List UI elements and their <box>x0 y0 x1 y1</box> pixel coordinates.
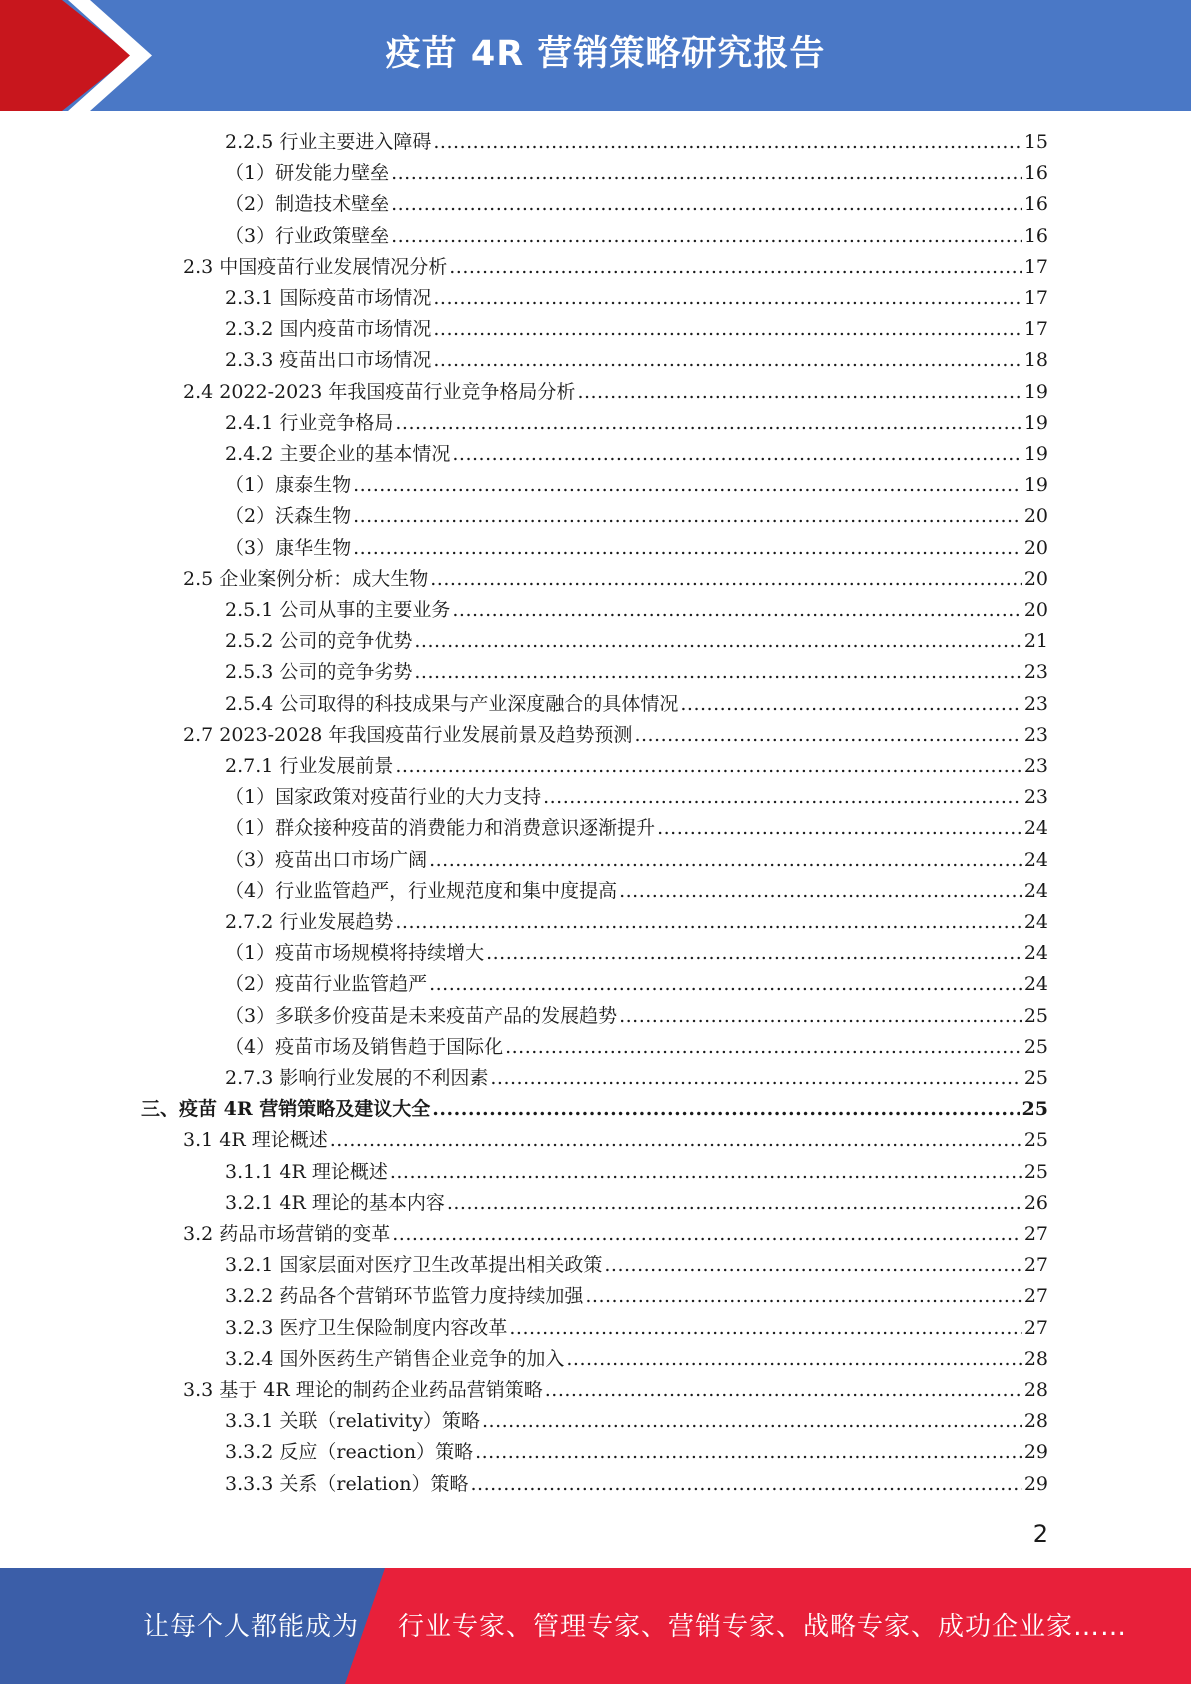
toc-dot-leader <box>619 876 1022 907</box>
toc-entry[interactable] <box>141 1094 1048 1125</box>
toc-entry-page: 23 <box>1023 692 1048 715</box>
toc-entry-page: 24 <box>1023 973 1048 996</box>
toc-entry-label: 3.2.1 4R 理论的基本内容 <box>225 1191 445 1214</box>
toc-dot-leader <box>543 782 1022 813</box>
toc-entry-label: 3.2.1 国家层面对医疗卫生改革提出相关政策 <box>225 1254 603 1277</box>
footer-slogan: 让每个人都能成为 <box>143 1612 360 1642</box>
toc-entry-label: 2.7.1 行业发展前景 <box>225 755 394 777</box>
toc-entry-label: （1）国家政策对疫苗行业的大力支持 <box>225 786 542 809</box>
toc-dot-leader <box>433 345 1021 376</box>
toc-entry[interactable] <box>183 377 1048 408</box>
toc-entry-page: 27 <box>1023 1316 1048 1339</box>
toc-entry[interactable] <box>225 1406 1048 1437</box>
toc-dot-leader <box>486 938 1022 969</box>
toc-entry-page: 23 <box>1023 755 1048 777</box>
toc-entry[interactable] <box>225 221 1048 252</box>
toc-entry[interactable] <box>225 751 1048 782</box>
toc-dot-leader <box>447 1188 1022 1219</box>
toc-entry-label: （3）疫苗出口市场广阔 <box>225 848 428 871</box>
toc-entry-page: 24 <box>1023 879 1048 902</box>
toc-entry-label: 3.1 4R 理论概述 <box>183 1129 328 1152</box>
toc-entry-label: （3）行业政策壁垒 <box>225 224 390 247</box>
toc-entry[interactable] <box>225 938 1048 969</box>
toc-dot-leader <box>390 1157 1022 1188</box>
toc-entry-page: 19 <box>1023 474 1048 497</box>
toc-entry[interactable] <box>183 1219 1048 1250</box>
toc-entry[interactable] <box>183 720 1048 751</box>
toc-entry-page: 19 <box>1023 411 1048 434</box>
toc-entry-page: 25 <box>1023 1129 1048 1152</box>
toc-entry-page: 28 <box>1023 1347 1048 1370</box>
toc-dot-leader <box>391 221 1022 252</box>
toc-dot-leader <box>545 1375 1022 1406</box>
toc-dot-leader <box>505 1032 1022 1063</box>
toc-entry-label: 2.4 2022-2023 年我国疫苗行业竞争格局分析 <box>183 380 576 403</box>
toc-entry[interactable] <box>225 158 1048 189</box>
toc-dot-leader <box>657 813 1022 844</box>
toc-entry-label: 3.3 基于 4R 理论的制药企业药品营销策略 <box>183 1379 543 1401</box>
toc-dot-leader <box>353 470 1022 501</box>
toc-dot-leader <box>330 1125 1022 1156</box>
toc-entry-label: （1）群众接种疫苗的消费能力和消费意识逐渐提升 <box>225 817 656 840</box>
toc-entry[interactable] <box>225 1437 1048 1468</box>
toc-entry-label: 2.5.1 公司从事的主要业务 <box>225 599 451 621</box>
toc-entry[interactable] <box>225 1063 1048 1094</box>
toc-entry[interactable] <box>225 1250 1048 1281</box>
toc-entry[interactable] <box>225 907 1048 938</box>
toc-entry[interactable] <box>225 813 1048 844</box>
toc-entry[interactable] <box>225 845 1048 876</box>
toc-entry-label: （2）疫苗行业监管趋严 <box>225 973 428 996</box>
toc-entry-page: 23 <box>1023 661 1048 684</box>
toc-dot-leader <box>429 845 1022 876</box>
toc-entry[interactable] <box>183 252 1048 283</box>
toc-entry-label: 2.5 企业案例分析：成大生物 <box>183 567 429 590</box>
toc-entry-page: 27 <box>1023 1285 1048 1308</box>
toc-dot-leader <box>475 1437 1022 1468</box>
toc-entry-page: 16 <box>1023 224 1048 247</box>
toc-entry[interactable] <box>225 689 1048 720</box>
toc-entry-label: 2.3 中国疫苗行业发展情况分析 <box>183 255 448 278</box>
toc-entry-label: （2）沃森生物 <box>225 505 352 528</box>
toc-entry-label: 2.2.5 行业主要进入障碍 <box>225 131 432 153</box>
toc-entry-label: 2.4.1 行业竞争格局 <box>225 411 394 434</box>
toc-entry-label: 三、疫苗 4R 营销策略及建议大全 <box>141 1098 431 1121</box>
toc-entry-label: 3.3.1 关联（relativity）策略 <box>225 1410 481 1433</box>
toc-entry-label: （3）康华生物 <box>225 536 352 559</box>
toc-entry[interactable] <box>225 283 1048 314</box>
toc-entry-label: 3.2.2 药品各个营销环节监管力度持续加强 <box>225 1285 584 1308</box>
toc-entry[interactable] <box>225 314 1048 345</box>
toc-dot-leader <box>395 408 1021 439</box>
toc-entry-label: 3.2 药品市场营销的变革 <box>183 1223 391 1245</box>
toc-entry-page: 20 <box>1023 505 1048 528</box>
toc-dot-leader <box>452 439 1021 470</box>
toc-entry[interactable] <box>225 782 1048 813</box>
toc-entry-label: 2.5.4 公司取得的科技成果与产业深度融合的具体情况 <box>225 692 679 715</box>
toc-entry-label: 2.3.1 国际疫苗市场情况 <box>225 287 432 309</box>
toc-dot-leader <box>392 1219 1022 1250</box>
toc-entry[interactable] <box>225 470 1048 501</box>
toc-entry[interactable] <box>225 127 1048 158</box>
toc-entry-page: 21 <box>1023 630 1048 653</box>
toc-entry[interactable] <box>225 1344 1048 1375</box>
toc-entry-label: （1）研发能力壁垒 <box>225 162 390 185</box>
toc-entry-label: 2.4.2 主要企业的基本情况 <box>225 443 451 465</box>
toc-dot-leader <box>433 314 1021 345</box>
toc-entry[interactable] <box>225 1188 1048 1219</box>
toc-entry-label: 2.5.3 公司的竞争劣势 <box>225 661 413 684</box>
toc-entry-label: 2.5.2 公司的竞争优势 <box>225 630 413 653</box>
toc-dot-leader <box>432 1094 1019 1125</box>
toc-entry-page: 27 <box>1023 1254 1048 1277</box>
toc-entry[interactable] <box>225 1313 1048 1344</box>
toc-entry-page: 16 <box>1023 193 1048 216</box>
toc-entry[interactable] <box>183 1375 1048 1406</box>
toc-dot-leader <box>680 689 1021 720</box>
toc-dot-leader <box>353 501 1022 532</box>
toc-dot-leader <box>482 1406 1022 1437</box>
toc-entry-label: 3.1.1 4R 理论概述 <box>225 1160 388 1183</box>
toc-entry[interactable] <box>225 657 1048 688</box>
toc-entry-page: 28 <box>1023 1410 1048 1433</box>
toc-entry[interactable] <box>225 345 1048 376</box>
toc-entry-page: 24 <box>1023 817 1048 840</box>
page-header <box>0 0 1191 111</box>
toc-entry-page: 25 <box>1023 1160 1048 1183</box>
toc-entry[interactable] <box>225 1157 1048 1188</box>
toc-entry[interactable] <box>225 501 1048 532</box>
toc-entry-page: 23 <box>1023 723 1048 746</box>
toc-entry-label: （1）康泰生物 <box>225 474 352 497</box>
toc-entry[interactable] <box>225 969 1048 1000</box>
toc-dot-leader <box>509 1313 1021 1344</box>
toc-entry[interactable] <box>225 408 1048 439</box>
toc-dot-leader <box>566 1344 1021 1375</box>
toc-entry-label: 3.3.2 反应（reaction）策略 <box>225 1441 474 1464</box>
toc-entry[interactable] <box>225 626 1048 657</box>
toc-entry-page: 24 <box>1023 942 1048 965</box>
toc-entry-page: 24 <box>1023 848 1048 871</box>
toc-entry-page: 29 <box>1023 1441 1048 1464</box>
toc-entry-label: 2.7.3 影响行业发展的不利因素 <box>225 1067 489 1089</box>
toc-entry-page: 25 <box>1023 1067 1048 1089</box>
toc-entry-label: 3.3.3 关系（relation）策略 <box>225 1472 469 1495</box>
toc-dot-leader <box>490 1063 1021 1094</box>
toc-dot-leader <box>452 595 1021 626</box>
toc-entry-label: （3）多联多价疫苗是未来疫苗产品的发展趋势 <box>225 1004 618 1027</box>
toc-dot-leader <box>353 533 1022 564</box>
toc-entry-label: （4）行业监管趋严，行业规范度和集中度提高 <box>225 879 618 902</box>
footer-tagline: 行业专家、管理专家、营销专家、战略专家、成功企业家…… <box>398 1612 1128 1642</box>
toc-entry[interactable] <box>225 1469 1048 1500</box>
toc-entry[interactable] <box>225 439 1048 470</box>
toc-dot-leader <box>471 1469 1022 1500</box>
toc-entry[interactable] <box>225 876 1048 907</box>
toc-entry[interactable] <box>225 189 1048 220</box>
toc-entry-page: 20 <box>1023 536 1048 559</box>
toc-entry-label: 2.3.3 疫苗出口市场情况 <box>225 349 432 372</box>
toc-entry-label: 2.7.2 行业发展趋势 <box>225 911 394 933</box>
toc-entry[interactable] <box>225 1281 1048 1312</box>
toc-dot-leader <box>414 626 1021 657</box>
toc-dot-leader <box>414 657 1021 688</box>
toc-dot-leader <box>395 907 1021 938</box>
toc-dot-leader <box>433 127 1021 158</box>
toc-entry-page: 27 <box>1023 1223 1048 1245</box>
toc-entry-page: 28 <box>1023 1379 1048 1401</box>
toc-entry-page: 17 <box>1023 287 1048 309</box>
toc-entry-page: 29 <box>1023 1472 1048 1495</box>
toc-entry-label: 3.2.4 国外医药生产销售企业竞争的加入 <box>225 1347 565 1370</box>
toc-entry-label: 3.2.3 医疗卫生保险制度内容改革 <box>225 1316 508 1339</box>
toc-entry-page: 17 <box>1023 318 1048 341</box>
toc-entry-page: 25 <box>1023 1004 1048 1027</box>
toc-entry-page: 20 <box>1023 567 1048 590</box>
toc-dot-leader <box>391 158 1022 189</box>
toc-entry-page: 25 <box>1023 1035 1048 1058</box>
page-number: 2 <box>1032 1520 1048 1548</box>
toc-dot-leader <box>391 189 1022 220</box>
toc-dot-leader <box>634 720 1021 751</box>
toc-entry-page: 19 <box>1023 380 1048 403</box>
toc-dot-leader <box>577 377 1021 408</box>
toc-entry-label: （2）制造技术壁垒 <box>225 193 390 216</box>
toc-entry-label: （4）疫苗市场及销售趋于国际化 <box>225 1035 504 1058</box>
toc-entry-page: 15 <box>1023 131 1048 153</box>
toc-entry[interactable] <box>225 533 1048 564</box>
toc-entry-page: 26 <box>1023 1191 1048 1214</box>
toc-dot-leader <box>430 564 1022 595</box>
toc-dot-leader <box>585 1281 1021 1312</box>
toc-entry[interactable] <box>225 1032 1048 1063</box>
toc-dot-leader <box>619 1001 1022 1032</box>
toc-dot-leader <box>604 1250 1021 1281</box>
toc-entry[interactable] <box>183 564 1048 595</box>
toc-entry-label: 2.7 2023-2028 年我国疫苗行业发展前景及趋势预测 <box>183 723 633 746</box>
toc-entry-page: 18 <box>1023 349 1048 372</box>
toc-dot-leader <box>429 969 1022 1000</box>
toc-entry[interactable] <box>225 595 1048 626</box>
toc-dot-leader <box>449 252 1022 283</box>
toc-entry-label: 2.3.2 国内疫苗市场情况 <box>225 318 432 341</box>
toc-dot-leader <box>433 283 1021 314</box>
page-footer <box>0 1568 1191 1684</box>
toc-entry[interactable] <box>183 1125 1048 1156</box>
toc-dot-leader <box>395 751 1021 782</box>
toc-entry-label: （1）疫苗市场规模将持续增大 <box>225 942 485 965</box>
toc-entry-page: 20 <box>1023 599 1048 621</box>
toc-entry-page: 24 <box>1023 911 1048 933</box>
toc-entry[interactable] <box>225 1001 1048 1032</box>
toc-entry-page: 16 <box>1023 162 1048 185</box>
toc-entry-page: 19 <box>1023 443 1048 465</box>
toc-entry-page: 25 <box>1021 1098 1048 1121</box>
report-title: 疫苗 4R 营销策略研究报告 <box>385 34 826 74</box>
toc-entry-page: 17 <box>1023 255 1048 278</box>
toc-entry-page: 23 <box>1023 786 1048 809</box>
